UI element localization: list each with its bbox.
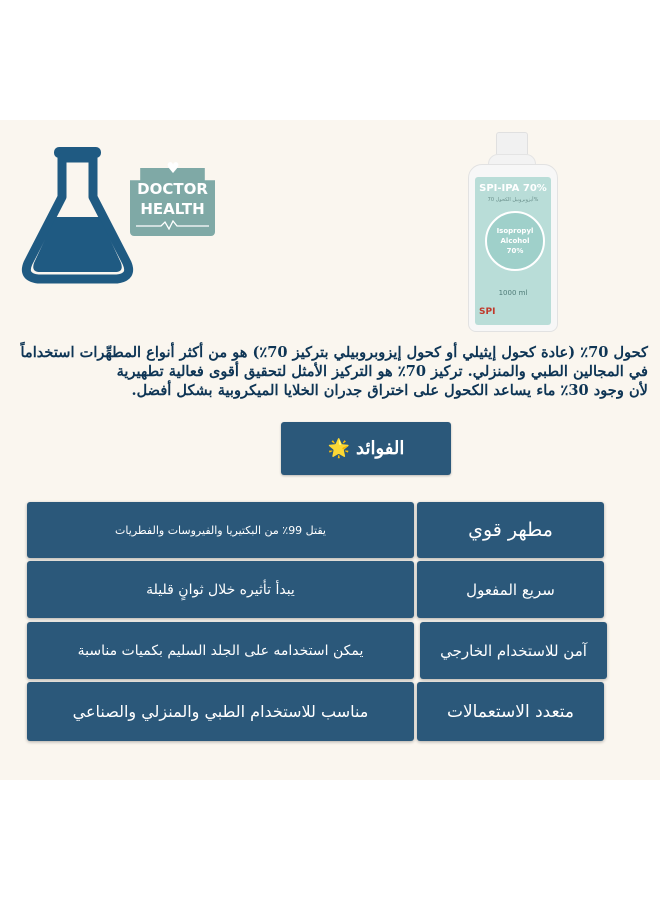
feature-title-3: آمن للاستخدام الخارجي (420, 622, 607, 679)
bottle-maker: SPI (479, 307, 496, 317)
description (8, 343, 648, 400)
bottle-arabic-label: أيزوبروبيل الكحول 70% (487, 197, 539, 203)
feature-title-4: متعدد الاستعمالات (417, 682, 604, 741)
feature-detail-1: يقتل 99٪ من البكتيريا والفيروسات والفطريات (27, 502, 414, 558)
bottle-inner-line-2: Alcohol (500, 237, 530, 245)
benefits-label: الفوائد (356, 438, 405, 459)
bottle-volume: 1000 ml (498, 289, 528, 297)
bottle-brand: SPI-IPA 70% (479, 183, 547, 194)
star-icon: 🌟 (327, 438, 351, 459)
bottle-inner-line-1: Isopropyl (496, 227, 534, 235)
product-bottle (464, 132, 560, 332)
description-line-1: كحول 70٪ (عادة كحول إيثيلي أو كحول إيزوبروبيلي بتركيز 70٪) هو من أكثر أنواع المطهِّرات استخداماً (20, 344, 648, 361)
feature-detail-3: يمكن استخدامه على الجلد السليم بكميات مناسبة (27, 622, 414, 679)
heart-icon: ♥ (166, 159, 180, 177)
benefits-button[interactable] (281, 422, 451, 475)
flask-icon (20, 145, 135, 285)
logo-line-2: HEALTH (140, 200, 205, 218)
pulse-icon (136, 220, 209, 230)
feature-title-1: مطهر قوي (417, 502, 604, 558)
logo-line-1: DOCTOR (137, 180, 208, 198)
description-line-3: لأن وجود 30٪ ماء يساعد الكحول على اختراق جدران الخلايا الميكروبية بشكل أفضل. (131, 382, 648, 399)
bottle-inner-line-3: 70% (506, 247, 524, 255)
bottle-inner-circle (485, 211, 545, 271)
feature-title-2: سريع المفعول (417, 561, 604, 618)
feature-detail-4: مناسب للاستخدام الطبي والمنزلي والصناعي (27, 682, 414, 741)
doctor-health-logo (130, 160, 215, 238)
description-line-2: في المجالين الطبي والمنزلي. تركيز 70٪ هو التركيز الأمثل لتحقيق أقوى فعالية تطهيرية (116, 363, 648, 380)
feature-detail-2: يبدأ تأثيره خلال ثوانٍ قليلة (27, 561, 414, 618)
